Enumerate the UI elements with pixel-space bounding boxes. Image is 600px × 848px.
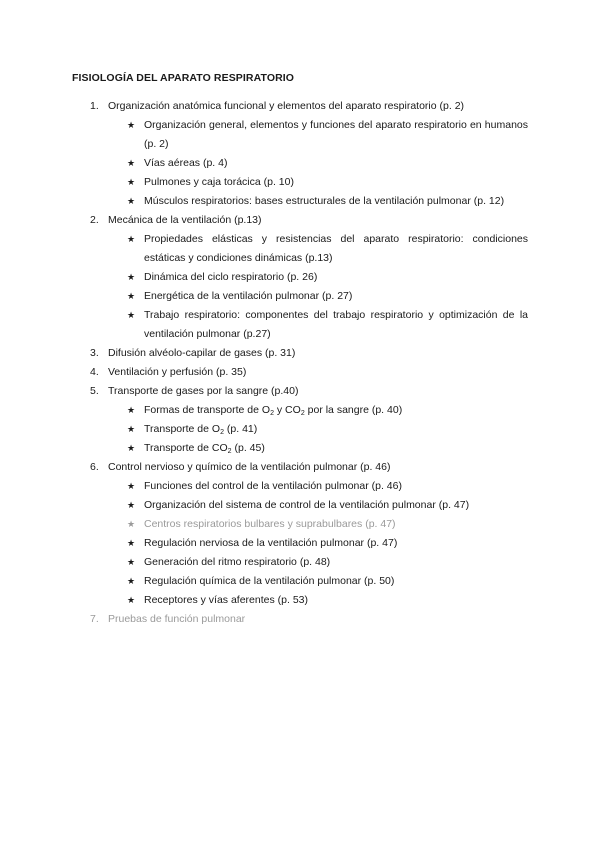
toc-section-3 bbox=[72, 344, 528, 363]
star-bullet-icon: ★ bbox=[127, 310, 136, 320]
toc-subitem: ★ Pulmones y caja torácica (p. 10) bbox=[72, 173, 528, 192]
star-bullet-icon: ★ bbox=[127, 481, 136, 491]
section-label: Organización anatómica funcional y elementos del aparato respiratorio (p. 2) bbox=[108, 100, 465, 112]
star-bullet-icon: ★ bbox=[127, 519, 136, 529]
toc-subitem: ★ Vías aéreas (p. 4) bbox=[72, 154, 528, 173]
toc-subitem: ★ Dinámica del ciclo respiratorio (p. 26) bbox=[72, 268, 528, 287]
toc-subitem: ★ Formas de transporte de $O_2$ y $CO_2$ por la sangre (p. 40) bbox=[72, 401, 528, 420]
toc-subitem: ★ Energética de la ventilación pulmonar (p. 27) bbox=[72, 287, 528, 306]
toc-section-2 bbox=[72, 211, 528, 230]
toc-section-6 bbox=[72, 458, 528, 477]
table-of-contents bbox=[72, 97, 528, 629]
star-bullet-icon: ★ bbox=[127, 576, 136, 586]
star-bullet-icon: ★ bbox=[127, 196, 136, 206]
section-number: 2. bbox=[90, 214, 99, 226]
toc-subitem: ★ Regulación nerviosa de la ventilación pulmonar (p. 47) bbox=[72, 534, 528, 553]
star-bullet-icon: ★ bbox=[127, 538, 136, 548]
toc-section-5 bbox=[72, 382, 528, 401]
section-label: Control nervioso y químico de la ventilación pulmonar (p. 46) bbox=[108, 461, 391, 473]
star-bullet-icon: ★ bbox=[127, 158, 136, 168]
star-bullet-icon: ★ bbox=[127, 272, 136, 282]
toc-subitem: ★ Transporte de $O_2$ (p. 41) bbox=[72, 420, 528, 439]
star-bullet-icon: ★ bbox=[127, 291, 136, 301]
toc-section-1 bbox=[72, 97, 528, 116]
toc-subitem: ★ Músculos respiratorios: bases estructurales de la ventilación pulmonar (p. 12) bbox=[72, 192, 528, 211]
document-title: FISIOLOGÍA DEL APARATO RESPIRATORIO bbox=[72, 72, 295, 84]
star-bullet-icon: ★ bbox=[127, 424, 136, 434]
section-number: 4. bbox=[90, 366, 99, 378]
star-bullet-icon: ★ bbox=[127, 120, 136, 130]
section-label: Mecánica de la ventilación (p.13) bbox=[108, 214, 262, 226]
section-number: 3. bbox=[90, 347, 99, 359]
star-bullet-icon: ★ bbox=[127, 443, 136, 453]
toc-subitem: ★ Trabajo respiratorio: componentes del trabajo respiratorio y optimización de la ventilación pulmonar (p.27) bbox=[72, 306, 528, 344]
star-bullet-icon: ★ bbox=[127, 557, 136, 567]
section-number: 6. bbox=[90, 461, 99, 473]
star-bullet-icon: ★ bbox=[127, 500, 136, 510]
section-number: 7. bbox=[90, 613, 99, 625]
toc-section-7 bbox=[72, 610, 528, 629]
toc-subitem: ★ Organización del sistema de control de la ventilación pulmonar (p. 47) bbox=[72, 496, 528, 515]
toc-subitem: ★ Regulación química de la ventilación pulmonar (p. 50) bbox=[72, 572, 528, 591]
section-label: Pruebas de función pulmonar bbox=[108, 613, 246, 625]
toc-subitem-muted: ★ Centros respiratorios bulbares y suprabulbares (p. 47) bbox=[72, 515, 528, 534]
toc-subitem: ★ Generación del ritmo respiratorio (p. 48) bbox=[72, 553, 528, 572]
star-bullet-icon: ★ bbox=[127, 595, 136, 605]
toc-section-4 bbox=[72, 363, 528, 382]
section-label: Transporte de gases por la sangre (p.40) bbox=[108, 385, 299, 397]
section-number: 1. bbox=[90, 100, 99, 112]
toc-subitem: ★ Funciones del control de la ventilación pulmonar (p. 46) bbox=[72, 477, 528, 496]
star-bullet-icon: ★ bbox=[127, 405, 136, 415]
toc-subitem: ★ Propiedades elásticas y resistencias del aparato respiratorio: condiciones estáticas y condiciones dinámicas (p.13) bbox=[72, 230, 528, 268]
toc-subitem: ★ Transporte de $CO_2$ (p. 45) bbox=[72, 439, 528, 458]
section-number: 5. bbox=[90, 385, 99, 397]
toc-subitem: ★ Organización general, elementos y funciones del aparato respiratorio en humanos (p. 2) bbox=[72, 116, 528, 154]
section-label: Ventilación y perfusión (p. 35) bbox=[108, 366, 247, 378]
section-label: Difusión alvéolo-capilar de gases (p. 31) bbox=[108, 347, 296, 359]
star-bullet-icon: ★ bbox=[127, 177, 136, 187]
toc-subitem: ★ Receptores y vías aferentes (p. 53) bbox=[72, 591, 528, 610]
star-bullet-icon: ★ bbox=[127, 234, 136, 244]
